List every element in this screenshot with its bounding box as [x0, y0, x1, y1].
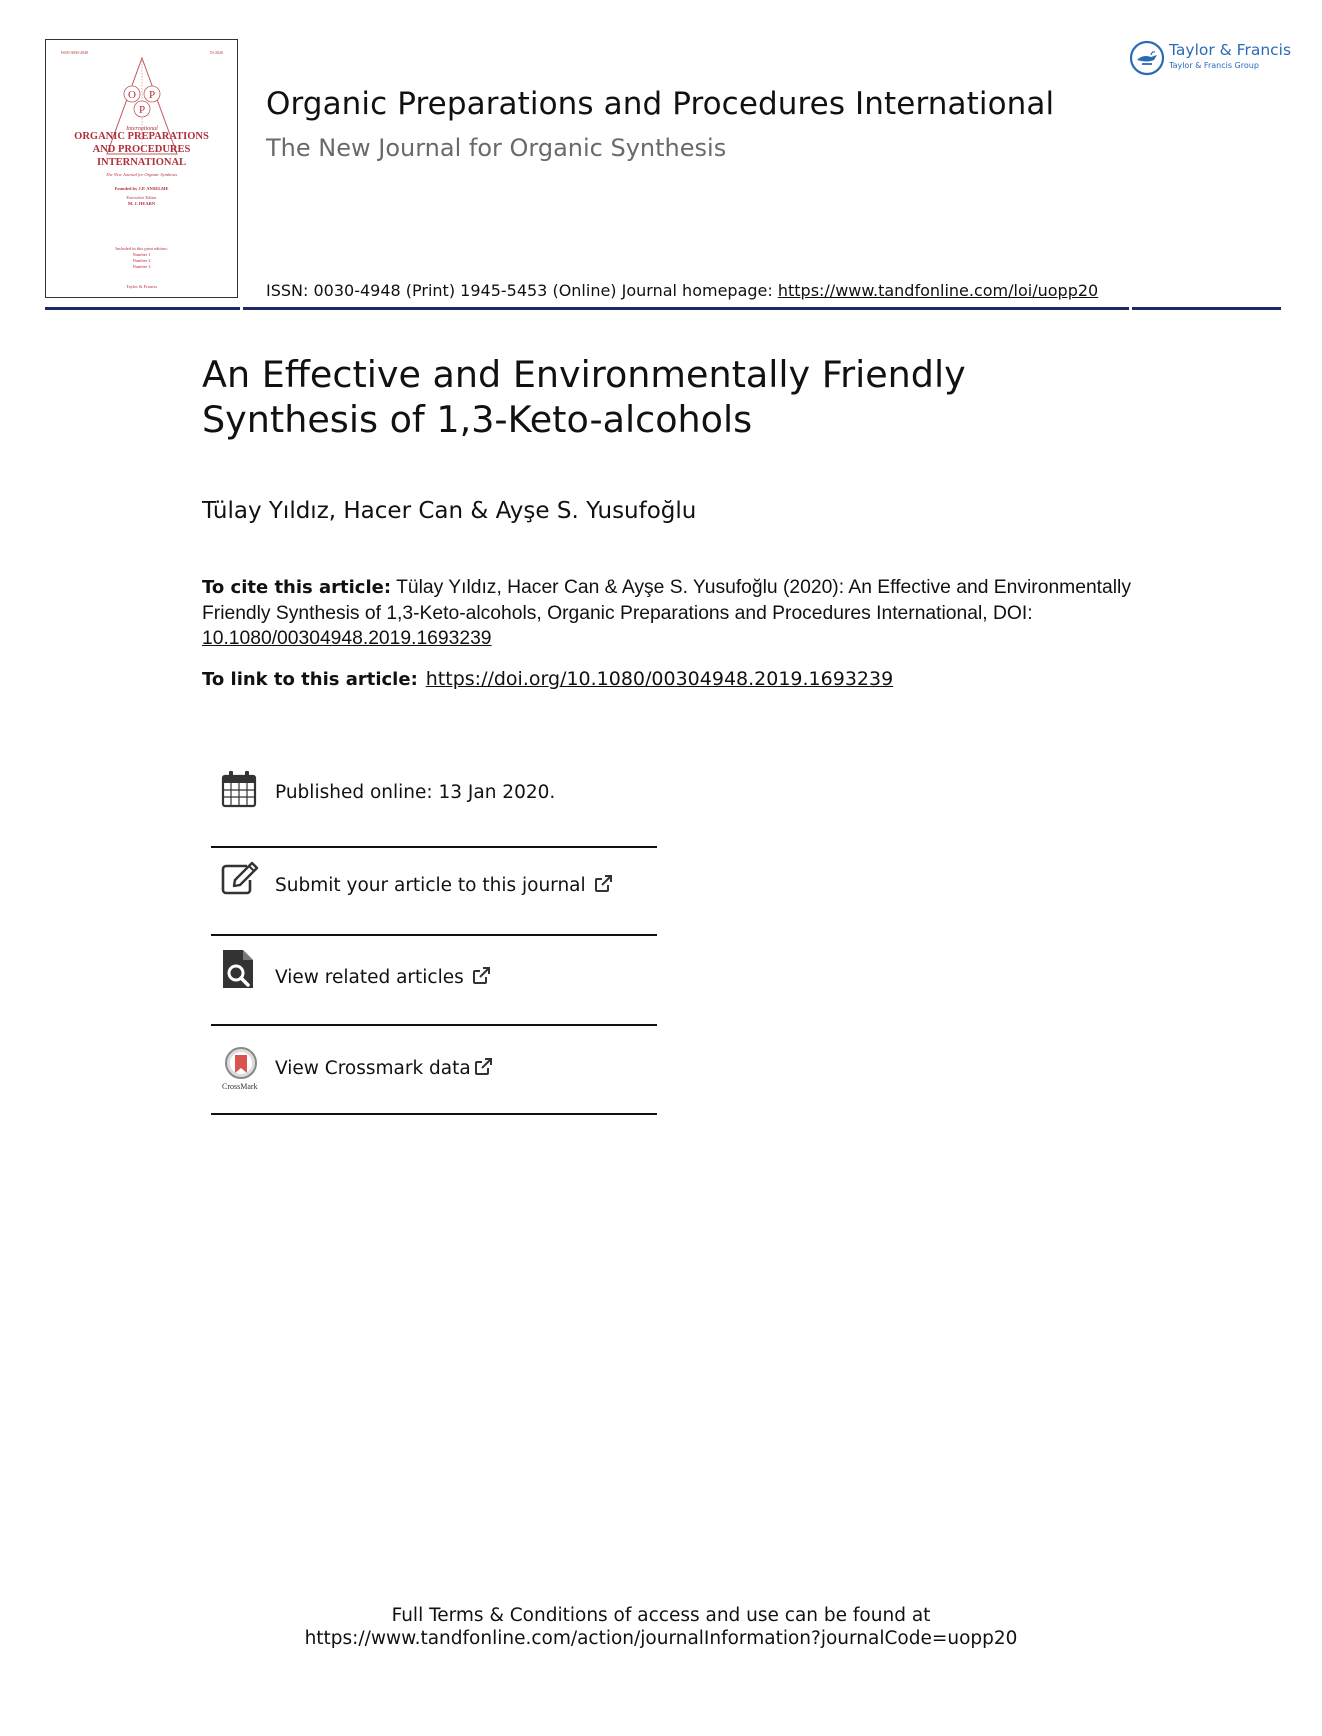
issn-line [266, 281, 1098, 300]
published-online-text: Published online: 13 Jan 2020. [275, 782, 556, 803]
document-search-icon [221, 948, 255, 990]
links-divider [211, 1113, 657, 1115]
journal-title: Organic Preparations and Procedures International [266, 86, 1055, 122]
citation-block [202, 575, 1132, 652]
cover-editor-label: Executive Editor [126, 195, 157, 200]
cover-title-line-3: INTERNATIONAL [96, 157, 187, 168]
cover-title-line-2: AND PROCEDURES [92, 144, 191, 155]
cover-founded: Founded by J.P. ANSELME [114, 186, 169, 191]
footer-terms-text: Full Terms & Conditions of access and use can be found at [391, 1605, 931, 1626]
header-divider [45, 307, 1281, 310]
header-divider-gap [240, 306, 243, 311]
journal-homepage-link[interactable]: https://www.tandfonline.com/loi/uopp20 [777, 281, 1099, 300]
submit-article-link[interactable] [275, 874, 613, 896]
citation-doi-link[interactable]: 10.1080/00304948.2019.1693239 [202, 628, 492, 649]
links-divider [211, 934, 657, 936]
crossmark-label: View Crossmark data [275, 1058, 471, 1079]
article-title [202, 352, 1102, 442]
related-articles-label: View related articles [275, 967, 464, 988]
journal-subtitle: The New Journal for Organic Synthesis [266, 134, 727, 162]
article-link-label: To link to this article: [202, 669, 418, 690]
submit-article-label: Submit your article to this journal [275, 875, 586, 896]
cover-volume: 53-2020 [209, 50, 223, 55]
citation-label: To cite this article: [202, 577, 392, 598]
related-articles-row[interactable] [211, 948, 657, 998]
external-link-icon [472, 966, 491, 985]
article-doi-url-link[interactable]: https://doi.org/10.1080/00304948.2019.1693239 [425, 668, 894, 690]
related-articles-link[interactable] [275, 966, 491, 988]
logo-letter-o: O [128, 89, 136, 101]
cover-editor-name: M. J. HEARN [127, 201, 156, 206]
cover-number-2: Number 2 [132, 258, 151, 263]
article-authors: Tülay Yıldız, Hacer Can & Ayşe S. Yusufoğlu [202, 498, 697, 524]
edit-pencil-icon [221, 860, 259, 896]
submit-article-row[interactable] [211, 860, 657, 910]
header-divider-gap [1129, 306, 1132, 311]
footer-terms-url[interactable]: https://www.tandfonline.com/action/journalInformation?journalCode=uopp20 [304, 1628, 1018, 1649]
taylor-francis-logo[interactable] [1129, 38, 1292, 78]
cover-included-label: Included in this print edition: [115, 246, 168, 251]
cover-issn: ISSN 0030-4948 [61, 50, 89, 55]
issn-text: ISSN: 0030-4948 (Print) 1945-5453 (Online) Journal homepage: [266, 281, 778, 300]
article-title-line-1: An Effective and Environmentally Friendly [202, 353, 966, 396]
cover-number-3: Number 3 [132, 264, 151, 269]
logo-letter-p1: P [148, 89, 156, 101]
article-link-line [202, 668, 893, 690]
published-online-row [211, 770, 657, 820]
publisher-name: Taylor & Francis [1169, 41, 1292, 59]
external-link-icon [474, 1057, 493, 1076]
taylor-francis-lamp-icon [1129, 40, 1165, 76]
crossmark-row[interactable] [211, 1038, 657, 1094]
cover-title-line-1: ORGANIC PREPARATIONS [74, 131, 209, 142]
publisher-group: Taylor & Francis Group [1169, 61, 1259, 70]
logo-letter-p2: P [138, 104, 146, 116]
links-divider [211, 846, 657, 848]
crossmark-badge-text: CrossMark [222, 1082, 258, 1091]
calendar-icon [221, 770, 257, 808]
cover-publisher: Taylor & Francis [126, 284, 157, 289]
cover-tagline: The New Journal for Organic Synthesis [105, 172, 178, 177]
citation-text: Tülay Yıldız, Hacer Can & Ayşe S. Yusufoğlu (2020): An Effective and Environmentally Friendly Synthesis of 1,3-Keto-alcohols, Organic Preparations and Procedures International, DOI: [202, 577, 1131, 624]
external-link-icon [594, 874, 613, 893]
crossmark-link[interactable] [275, 1057, 493, 1079]
article-title-line-2: Synthesis of 1,3-Keto-alcohols [202, 398, 753, 441]
links-divider [211, 1024, 657, 1026]
crossmark-icon [224, 1046, 258, 1080]
journal-cover-image [45, 39, 238, 298]
cover-number-1: Number 1 [132, 252, 151, 257]
terms-footer [0, 1604, 1322, 1650]
logo-word: International [126, 126, 158, 132]
